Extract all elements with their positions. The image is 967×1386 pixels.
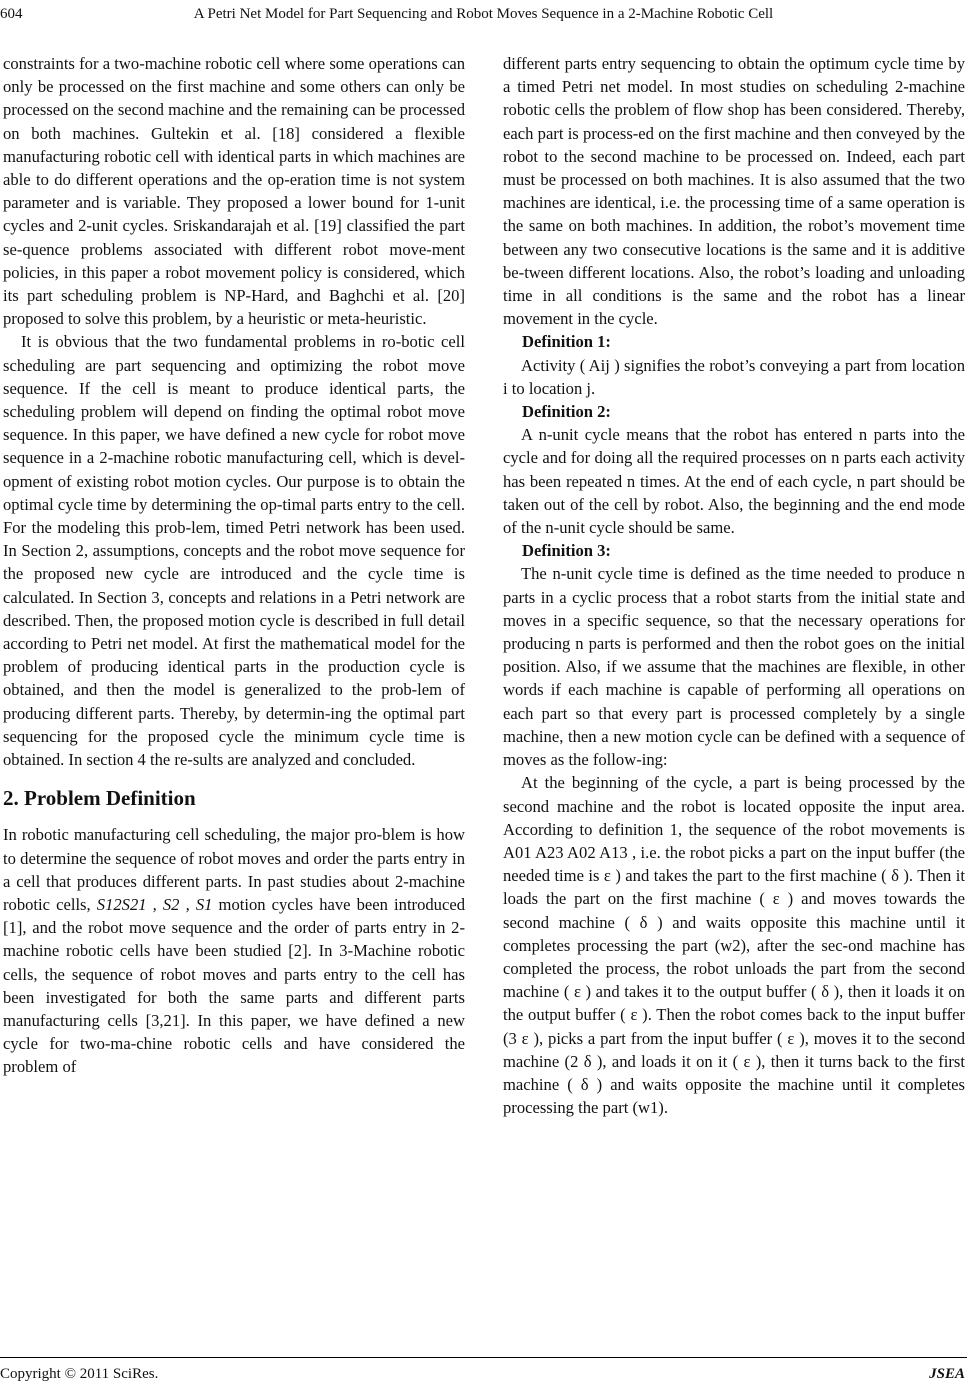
journal-name: JSEA bbox=[929, 1366, 965, 1382]
left-column bbox=[3, 52, 465, 1079]
paragraph-3-text-a: In robotic manufacturing cell scheduling, the major pro-blem is how to determine the sequence of robot moves and order the parts entry in a cell that produces different parts. In past studies about 2-machine robotic cells, bbox=[3, 825, 465, 914]
definition-2-text: A n-unit cycle means that the robot has entered n parts into the cycle and for doing all the required processes on n parts each activity has been repeated n times. At the end of each cycle, n part should be taken out of the cell by robot. Also, the beginning and the end mode of the n-unit cycle should be same. bbox=[503, 425, 965, 538]
left-paragraph-1: constraints for a two-machine robotic cell where some operations can only be processed on the first machine and some others can only be processed on the second machine and the remaining can be processed on both machines. Gultekin et al. [18] considered a flexible manufacturing robotic cell with identical parts in which machines are able to do different operations and the op-eration time is not system parameter and is variable. They proposed a lower bound for 1-unit cycles and 2-unit cycles. Sriskandarajah et al. [19] classified the part se-quence problems associated with different robot move-ment policies, in this paper a robot movement policy is considered, which its part scheduling problem is NP-Hard, and Baghchi et al. [20] proposed to solve this problem, by a heuristic or meta-heuristic. bbox=[3, 54, 465, 329]
section-heading: 2. Problem Definition bbox=[3, 786, 196, 811]
definition-2-title: Definition 2: bbox=[522, 402, 611, 422]
right-paragraph-last: At the beginning of the cycle, a part is being processed by the second machine and the robot is located opposite the input area. According to definition 1, the sequence of the robot movements is A01 A23 A02 A13 , i.e. the robot picks a part on the input buffer (the needed time is ε ) and takes the part to the first machine ( δ ). Then it loads the part on the first machine ( ε ) and moves towards the second machine ( δ ) and waits opposite this machine until it completes processing the part (w2), after the sec-ond machine has completed the process, the robot unloads the part from the second machine ( ε ) and takes it to the output buffer ( δ ), then it loads it on the output buffer ( ε ). Then the robot comes back to the input buffer (3 ε ), picks a part from the input buffer ( ε ), moves it to the second machine (2 δ ), and loads it on it ( ε ), then it turns back to the first machine ( δ ) and waits opposite the machine until it completes processing the part (w1). bbox=[503, 773, 965, 1118]
definition-1-title: Definition 1: bbox=[522, 332, 611, 352]
motion-cycles-math: S12S21 , S2 , S1 bbox=[96, 894, 213, 914]
page-footer bbox=[0, 1357, 967, 1382]
definition-3-text: The n-unit cycle time is defined as the time needed to produce n parts in a cyclic process that a robot starts from the initial state and moves in a specific sequence, so that the necessary operations for producing n parts is performed and then the robot goes on the initial position. Also, if we assume that the machines are flexible, in other words if each machine is capable of performing all operations on each part so that every part is processed completely by a single machine, then a new motion cycle can be defined with a sequence of moves as the follow-ing: bbox=[503, 564, 965, 770]
definition-1-text: Activity ( Aij ) signifies the robot’s conveying a part from location i to location j. bbox=[503, 355, 965, 398]
page-number: 604 bbox=[0, 6, 23, 22]
copyright-notice: Copyright © 2011 SciRes. bbox=[0, 1366, 159, 1382]
left-paragraph-3 bbox=[3, 823, 465, 1078]
right-paragraph-1: different parts entry sequencing to obtain the optimum cycle time by a timed Petri net model. In most studies on scheduling 2-machine robotic cells the problem of flow shop has been considered. Thereby, each part is process-ed on the first machine and then conveyed by the robot to the second machine to be processed on. Indeed, each part must be processed on both machines. It is also assumed that the two machines are identical, i.e. the processing time of a same operation is the same on both machines. In addition, the robot’s movement time between any two consecutive locations is the same and it is additive be-tween different locations. Also, the robot’s loading and unloading time in all conditions is the same and the robot has a linear movement in the cycle. bbox=[503, 54, 965, 329]
running-title: A Petri Net Model for Part Sequencing and Robot Moves Sequence in a 2-Machine Robotic Cell bbox=[193, 6, 774, 22]
paragraph-3-text-b: motion cycles have been introduced [1], and the robot move sequence and the order of parts entry in 2-machine robotic cells have been studied [2]. In 3-Machine robotic cells, the sequence of robot moves and parts entry to the cell has been investigated for both the same parts and different parts manufacturing cells [3,21]. In this paper, we have defined a new cycle for two-ma-chine robotic cells and have considered the problem of bbox=[3, 894, 466, 1077]
left-paragraph-2: It is obvious that the two fundamental problems in ro-botic cell scheduling are part sequencing and optimizing the robot move sequence. If the cell is meant to produce identical parts, the scheduling problem will depend on finding the optimal robot move sequence. In this paper, we have defined a new cycle for robot move sequence in a 2-machine robotic manufacturing cell, which is devel-opment of existing robot motion cycles. Our purpose is to obtain the optimal cycle time by determining the op-timal parts entry to the cell. For the modeling this prob-lem, timed Petri network has been used. In Section 2, assumptions, concepts and the robot move sequence for the proposed new cycle are introduced and the cycle time is calculated. In Section 3, concepts and relations in a Petri network are described. Then, the proposed motion cycle is described in full detail according to Petri net model. At first the mathematical model for the problem of producing identical parts in the production cycle is obtained, and then the model is generalized to the prob-lem of producing different parts. Thereby, by determin-ing the optimal part sequencing for the proposed cycle the minimum cycle time is obtained. In section 4 the re-sults are analyzed and concluded. bbox=[3, 332, 465, 770]
right-column bbox=[503, 52, 965, 1119]
definition-3-title: Definition 3: bbox=[522, 541, 611, 561]
page-header bbox=[0, 6, 967, 28]
